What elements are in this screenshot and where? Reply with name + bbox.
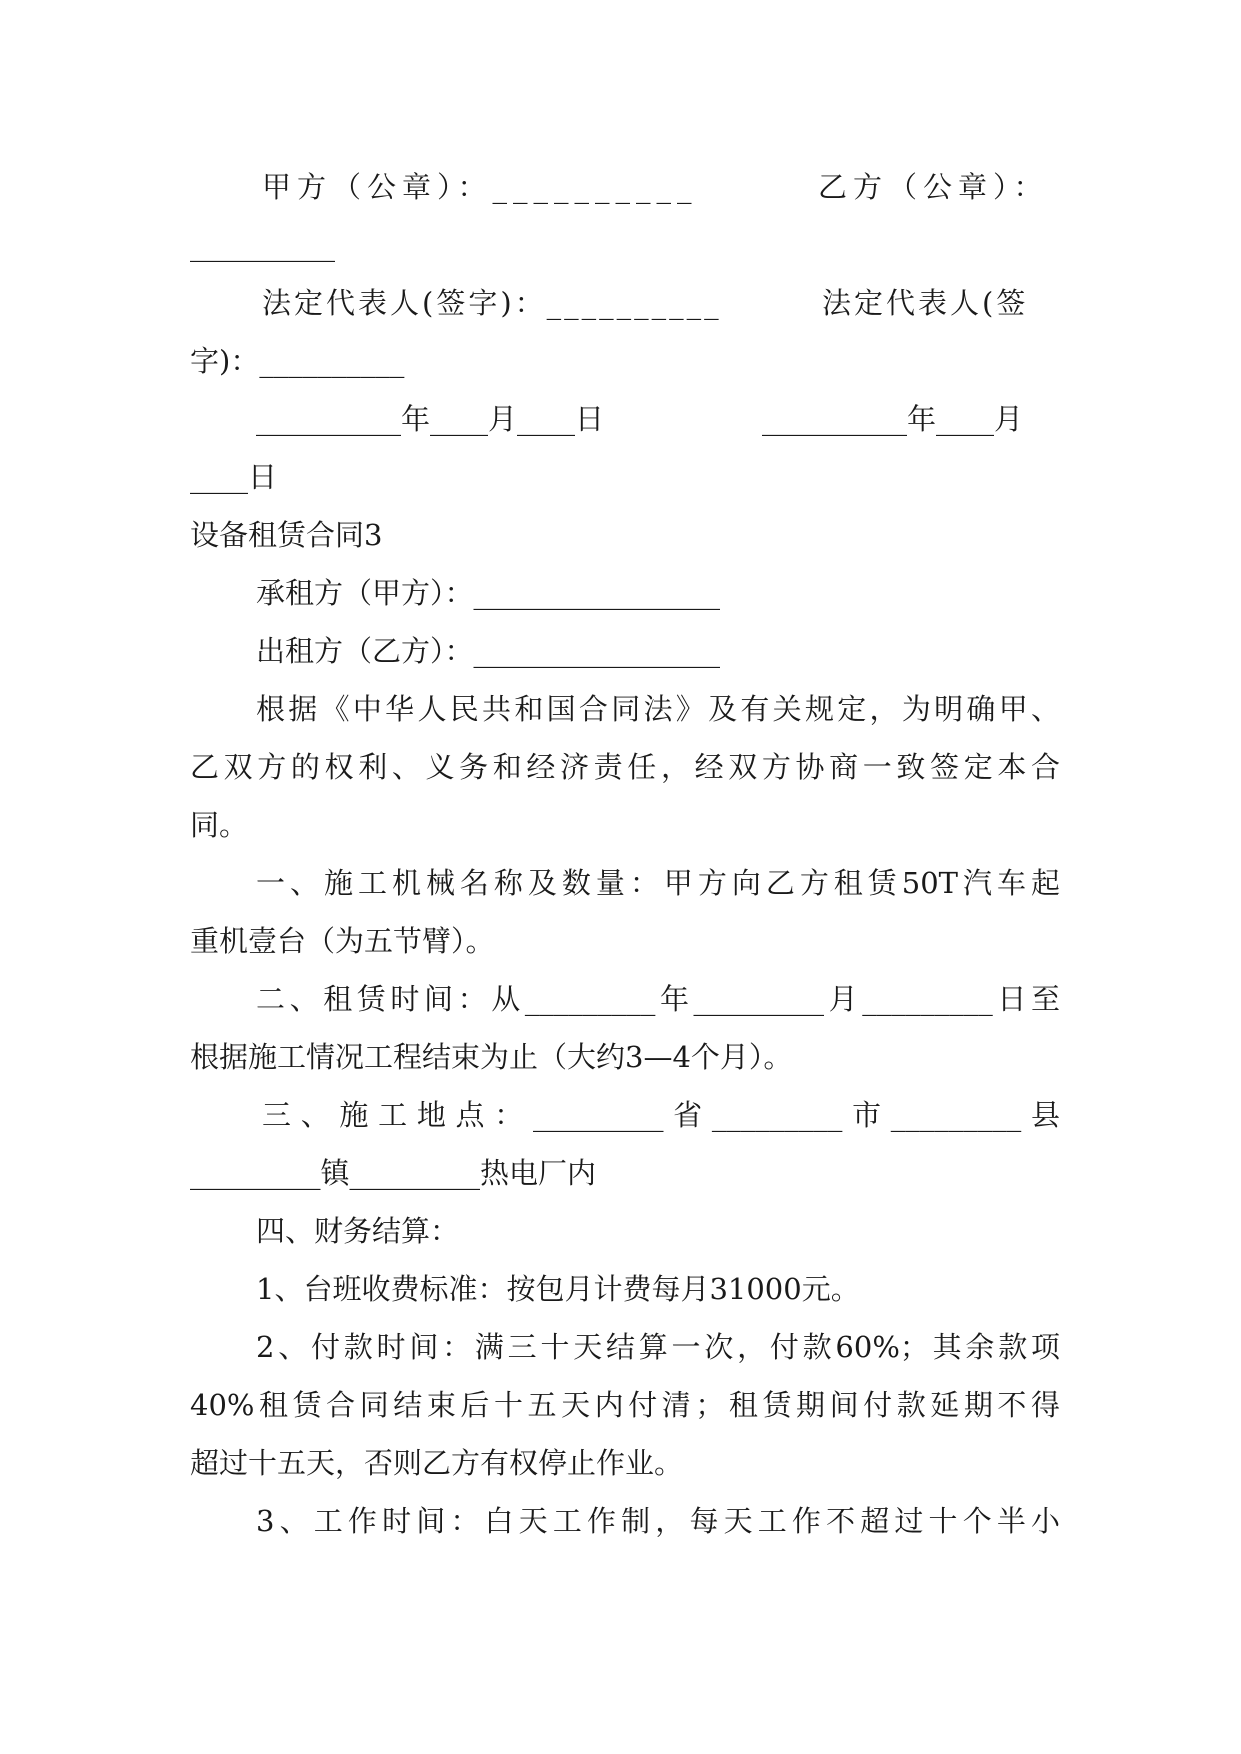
preamble-line-2: 乙双方的权利、义务和经济责任，经双方协商一致签定本合 <box>190 750 1060 784</box>
party-b-date-line: __________年____月 <box>762 402 1024 436</box>
clause-4-item-2-line-2: 40%租赁合同结束后十五天内付清；租赁期间付款延期不得 <box>190 1388 1060 1422</box>
party-b-seal-blank: __________ <box>190 228 335 262</box>
party-a-rep-line: 法定代表人(签字)：__________ <box>262 286 722 320</box>
party-b-date-cont: ____日 <box>190 460 278 494</box>
clause-3-line-1: 三、施工地点：_________省_________市_________县 <box>262 1098 1060 1132</box>
lessor-line: 出租方（乙方）：_________________ <box>256 634 721 668</box>
party-a-date-line: __________年____月____日 <box>256 402 605 436</box>
party-b-seal-line: 乙方（公章）： <box>818 170 1049 204</box>
clause-1-line-2: 重机壹台（为五节臂）。 <box>190 924 495 958</box>
party-a-seal-line: 甲方（公章）：__________ <box>262 170 698 204</box>
party-b-rep-line: 法定代表人(签 <box>822 286 1029 320</box>
clause-4-item-2-line-3: 超过十五天，否则乙方有权停止作业。 <box>190 1446 684 1480</box>
clause-4-item-1: 1、台班收费标准：按包月计费每月31000元。 <box>256 1272 860 1306</box>
clause-4-item-2-line-1: 2、付款时间：满三十天结算一次，付款60%；其余款项 <box>256 1330 1060 1364</box>
preamble-line-1: 根据《中华人民共和国合同法》及有关规定，为明确甲、 <box>256 692 1060 726</box>
lessee-line: 承租方（甲方）：_________________ <box>256 576 721 610</box>
preamble-line-3: 同。 <box>190 808 249 842</box>
clause-2-line-2: 根据施工情况工程结束为止（大约3—4个月）。 <box>190 1040 793 1074</box>
clause-2-line-1: 二、租赁时间：从_________年_________月_________日至 <box>256 982 1060 1016</box>
party-b-rep-cont: 字)：__________ <box>190 344 405 378</box>
clause-4-item-3-line-1: 3、工作时间：白天工作制，每天工作不超过十个半小 <box>256 1504 1060 1538</box>
clause-4-heading: 四、财务结算： <box>256 1214 460 1248</box>
contract-title: 设备租赁合同3 <box>190 518 383 552</box>
clause-1-line-1: 一、施工机械名称及数量：甲方向乙方租赁50T汽车起 <box>256 866 1060 900</box>
clause-3-line-2: _________镇_________热电厂内 <box>190 1156 597 1190</box>
